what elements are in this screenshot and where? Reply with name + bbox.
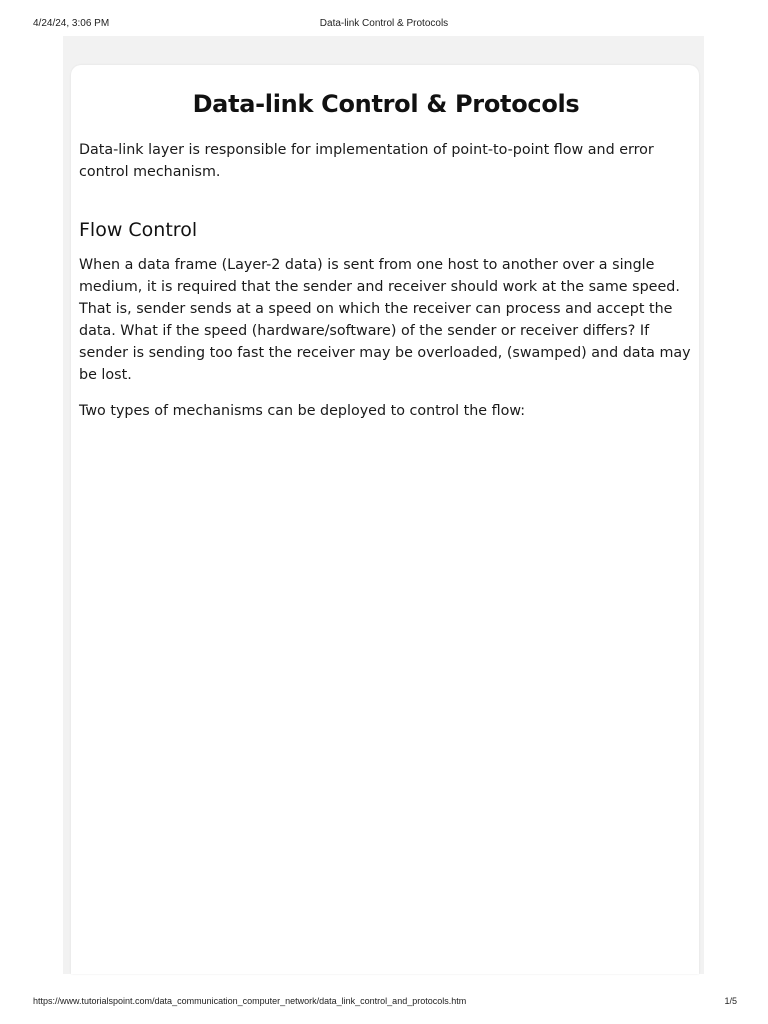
section-heading-flow-control: Flow Control bbox=[79, 219, 198, 241]
print-page-title: Data-link Control & Protocols bbox=[319, 18, 449, 29]
print-footer bbox=[0, 994, 768, 1008]
article-card bbox=[71, 65, 699, 974]
intro-paragraph: Data-link layer is responsible for implementation of point-to-point flow and error control mechanism. bbox=[79, 142, 654, 180]
flow-control-paragraph: When a data frame (Layer-2 data) is sent from one host to another over a single medium, it is required that the sender and receiver should work at the same speed. That is, sender sends at a speed on which the receiver can process and accept the data. What if the speed (hardware/software) of the sender or receiver differs? If sender is sending too fast the receiver may be overloaded, (swamped) and data may be lost. bbox=[79, 257, 691, 383]
mechanisms-paragraph: Two types of mechanisms can be deployed to control the flow: bbox=[79, 403, 526, 419]
page-title: Data-link Control & Protocols bbox=[192, 90, 580, 118]
page-indicator: 1/5 bbox=[724, 996, 737, 1006]
print-header bbox=[0, 17, 768, 31]
print-date: 4/24/24, 3:06 PM bbox=[33, 18, 110, 29]
print-url[interactable]: https://www.tutorialspoint.com/data_communication_computer_network/data_link_control_and_protocols.htm bbox=[33, 996, 467, 1006]
